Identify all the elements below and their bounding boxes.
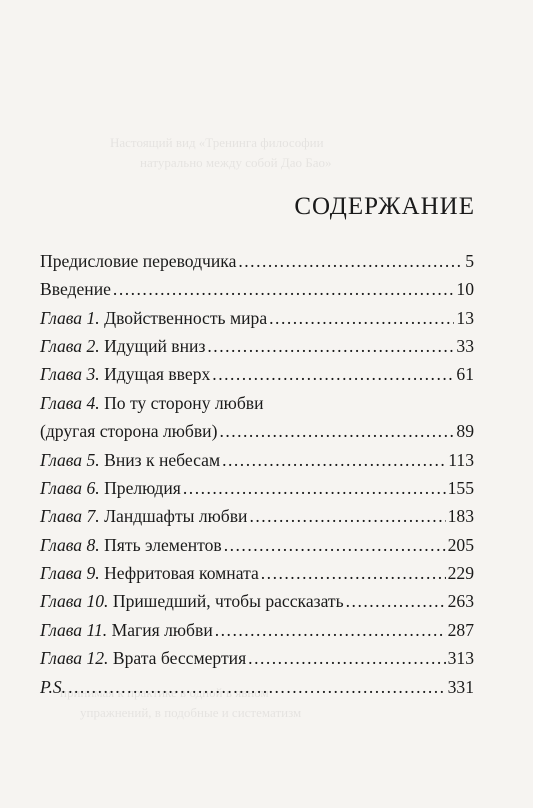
toc-chapter-label: Глава 12.	[40, 648, 109, 669]
toc-entry	[40, 498, 474, 526]
toc-chapter-label: Глава 1.	[40, 307, 100, 328]
toc-page-number: 229	[447, 563, 474, 584]
toc-entry	[40, 441, 474, 469]
toc-page-number: 205	[447, 534, 474, 555]
dot-leader	[248, 650, 445, 668]
toc-entry	[40, 611, 474, 639]
dot-leader	[183, 480, 446, 498]
toc-entry	[40, 583, 474, 611]
toc-entry-title: Магия любви	[111, 619, 213, 640]
toc-page-number: 10	[456, 279, 474, 300]
toc-page-number: 61	[456, 364, 474, 385]
dot-leader	[222, 452, 446, 470]
toc-chapter-label: Глава 8.	[40, 534, 100, 555]
toc-page-number: 5	[465, 250, 474, 271]
toc-chapter-label: Глава 10.	[40, 591, 109, 612]
toc-page-number: 287	[447, 619, 474, 640]
toc-page-number: 313	[447, 648, 474, 669]
toc-chapter-label: Глава 11.	[40, 619, 108, 640]
toc-chapter-label: Глава 6.	[40, 477, 100, 498]
toc-entry	[40, 356, 474, 384]
page-title: СОДЕРЖАНИЕ	[294, 193, 475, 220]
dot-leader	[238, 253, 463, 271]
toc-entry-title: Идущий вниз	[104, 335, 206, 356]
toc-entry	[40, 526, 474, 554]
toc-page-number: 113	[448, 449, 474, 470]
dot-leader	[219, 423, 454, 441]
toc-chapter-label: Глава 9.	[40, 563, 100, 584]
toc-chapter-label: Глава 5.	[40, 449, 100, 470]
toc-page-number: 33	[456, 335, 474, 356]
dot-leader	[224, 537, 446, 555]
dot-leader	[269, 310, 454, 328]
dot-leader	[249, 508, 445, 526]
bleed-through-text: Настоящий вид «Тренинга философии	[110, 135, 324, 150]
toc-entry	[40, 242, 474, 270]
toc-entry-title: Введение	[40, 279, 111, 300]
toc-entry	[40, 327, 474, 355]
toc-entry-title: Предисловие переводчика	[40, 250, 237, 271]
toc-entry-title: Идущая вверх	[104, 364, 211, 385]
toc-entry	[40, 299, 474, 327]
toc-entry	[40, 270, 474, 298]
toc-entry-title: Двойственность мира	[104, 307, 268, 328]
toc-entry	[40, 668, 474, 696]
dot-leader	[212, 366, 454, 384]
toc-entry-title: (другая сторона любви)	[40, 421, 218, 442]
bleed-through-text: принимая к практике в одной в явном	[60, 685, 269, 700]
toc-chapter-label: Глава 7.	[40, 506, 100, 527]
toc-entry-title: Пять элементов	[104, 534, 222, 555]
toc-chapter-label: Глава 2.	[40, 335, 100, 356]
toc-page-number: 13	[456, 307, 474, 328]
toc-entry	[40, 469, 474, 497]
toc-page-number: 183	[447, 506, 474, 527]
toc-chapter-label: Глава 4.	[40, 392, 100, 413]
toc-page-number: 89	[456, 421, 474, 442]
dot-leader	[113, 281, 454, 299]
table-of-contents	[40, 242, 474, 696]
toc-entry-title: По ту сторону любви	[104, 392, 264, 413]
toc-entry-title: Прелюдия	[104, 477, 181, 498]
toc-entry-title: Пришедший, чтобы рассказать	[112, 591, 344, 612]
toc-entry	[40, 639, 474, 667]
toc-page-number: 331	[447, 676, 474, 697]
dot-leader	[215, 622, 446, 640]
bleed-through-text: натурально между собой Дао Бао»	[140, 155, 332, 170]
toc-entry	[40, 384, 474, 412]
toc-entry-title: Нефритовая комната	[104, 563, 259, 584]
dot-leader	[68, 679, 446, 697]
dot-leader	[207, 338, 454, 356]
toc-chapter-label: Глава 3.	[40, 364, 100, 385]
toc-entry-title: Вниз к небесам	[104, 449, 221, 470]
dot-leader	[261, 565, 446, 583]
toc-entry-title: Врата бессмертия	[112, 648, 247, 669]
toc-chapter-label: P.S.	[40, 676, 67, 697]
toc-entry-title: Ландшафты любви	[104, 506, 248, 527]
toc-page-number: 155	[447, 477, 474, 498]
toc-entry	[40, 412, 474, 440]
bleed-through-text: упражнений, в подобные и систематизм	[80, 705, 302, 720]
toc-entry	[40, 554, 474, 582]
toc-page-number: 263	[447, 591, 474, 612]
dot-leader	[346, 593, 446, 611]
